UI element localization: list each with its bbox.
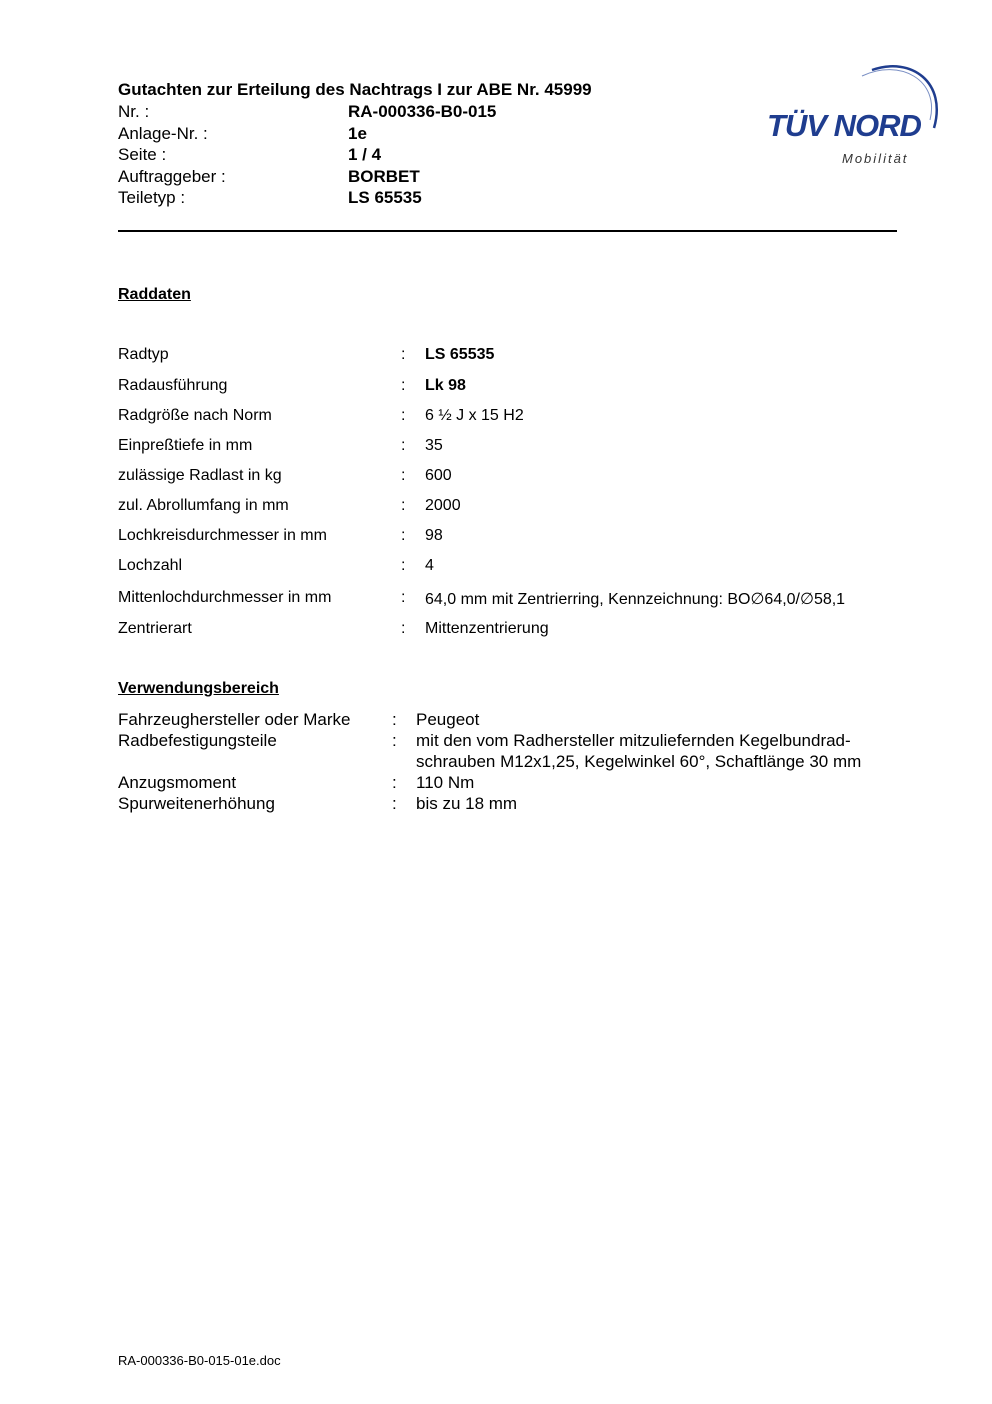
verwendung-separator: :	[392, 731, 397, 750]
meta-label: Auftraggeber :	[118, 167, 226, 186]
logo-subtitle: Mobilität	[842, 151, 909, 166]
verwendung-value: 110 Nm	[416, 773, 475, 792]
meta-label: Teiletyp :	[118, 188, 186, 207]
verwendung-label: Spurweitenerhöhung	[118, 794, 275, 813]
footer-filename: RA-000336-B0-015-01e.doc	[118, 1353, 281, 1368]
meta-label: Seite :	[118, 145, 167, 164]
raddaten-label: Zentrierart	[118, 620, 192, 637]
verwendung-value: mit den vom Radhersteller mitzuliefernden Kegelbundrad-	[416, 731, 851, 750]
raddaten-separator: :	[401, 497, 406, 514]
raddaten-label: zul. Abrollumfang in mm	[118, 497, 289, 514]
raddaten-separator: :	[401, 557, 406, 574]
meta-label: Nr. :	[118, 102, 150, 121]
raddaten-separator: :	[401, 377, 406, 394]
verwendung-label: Radbefestigungsteile	[118, 731, 277, 750]
raddaten-separator: :	[401, 346, 406, 363]
raddaten-value: Mittenzentrierung	[425, 620, 549, 637]
raddaten-value: 600	[425, 467, 452, 484]
raddaten-label: Lochzahl	[118, 557, 183, 574]
raddaten-value: Lk 98	[425, 377, 466, 394]
raddaten-separator: :	[401, 527, 406, 544]
verwendung-separator: :	[392, 710, 397, 729]
verwendung-value: bis zu 18 mm	[416, 794, 518, 813]
raddaten-label: Radtyp	[118, 346, 169, 363]
meta-value: 1e	[348, 124, 367, 143]
verwendung-value-continuation: schrauben M12x1,25, Kegelwinkel 60°, Schaftlänge 30 mm	[416, 752, 862, 771]
verwendung-label: Anzugsmoment	[118, 773, 237, 792]
raddaten-label: Mittenlochdurchmesser in mm	[118, 589, 332, 606]
section-title-verwendungsbereich: Verwendungsbereich	[118, 680, 279, 697]
raddaten-separator: :	[401, 467, 406, 484]
verwendung-separator: :	[392, 794, 397, 813]
raddaten-separator: :	[401, 620, 406, 637]
header-divider	[118, 230, 897, 232]
meta-value: LS 65535	[348, 188, 422, 207]
section-title-raddaten: Raddaten	[118, 286, 191, 303]
raddaten-value: LS 65535	[425, 346, 495, 363]
meta-value: 1 / 4	[348, 145, 382, 164]
verwendung-label: Fahrzeughersteller oder Marke	[118, 710, 351, 729]
meta-value: RA-000336-B0-015	[348, 102, 497, 121]
verwendung-separator: :	[392, 773, 397, 792]
raddaten-value: 2000	[425, 497, 461, 514]
raddaten-label: Einpreßtiefe in mm	[118, 437, 253, 454]
logo-wordmark: TÜV NORD	[767, 108, 921, 143]
raddaten-value: 4	[425, 557, 434, 574]
raddaten-separator: :	[401, 589, 406, 606]
raddaten-label: Radgröße nach Norm	[118, 407, 272, 424]
document-title: Gutachten zur Erteilung des Nachtrags I zur ABE Nr. 45999	[118, 80, 592, 99]
meta-value: BORBET	[348, 167, 420, 186]
raddaten-value: 64,0 mm mit Zentrierring, Kennzeichnung: BO∅64,0/∅58,1	[425, 591, 846, 608]
raddaten-value: 6 ½ J x 15 H2	[425, 407, 524, 424]
verwendung-value: Peugeot	[416, 710, 480, 729]
raddaten-label: Radausführung	[118, 377, 228, 394]
raddaten-value: 35	[425, 437, 443, 454]
raddaten-value: 98	[425, 527, 443, 544]
raddaten-label: Lochkreisdurchmesser in mm	[118, 527, 327, 544]
raddaten-label: zulässige Radlast in kg	[118, 467, 282, 484]
raddaten-separator: :	[401, 437, 406, 454]
tuev-nord-logo	[762, 58, 942, 173]
raddaten-separator: :	[401, 407, 406, 424]
meta-label: Anlage-Nr. :	[118, 124, 208, 143]
